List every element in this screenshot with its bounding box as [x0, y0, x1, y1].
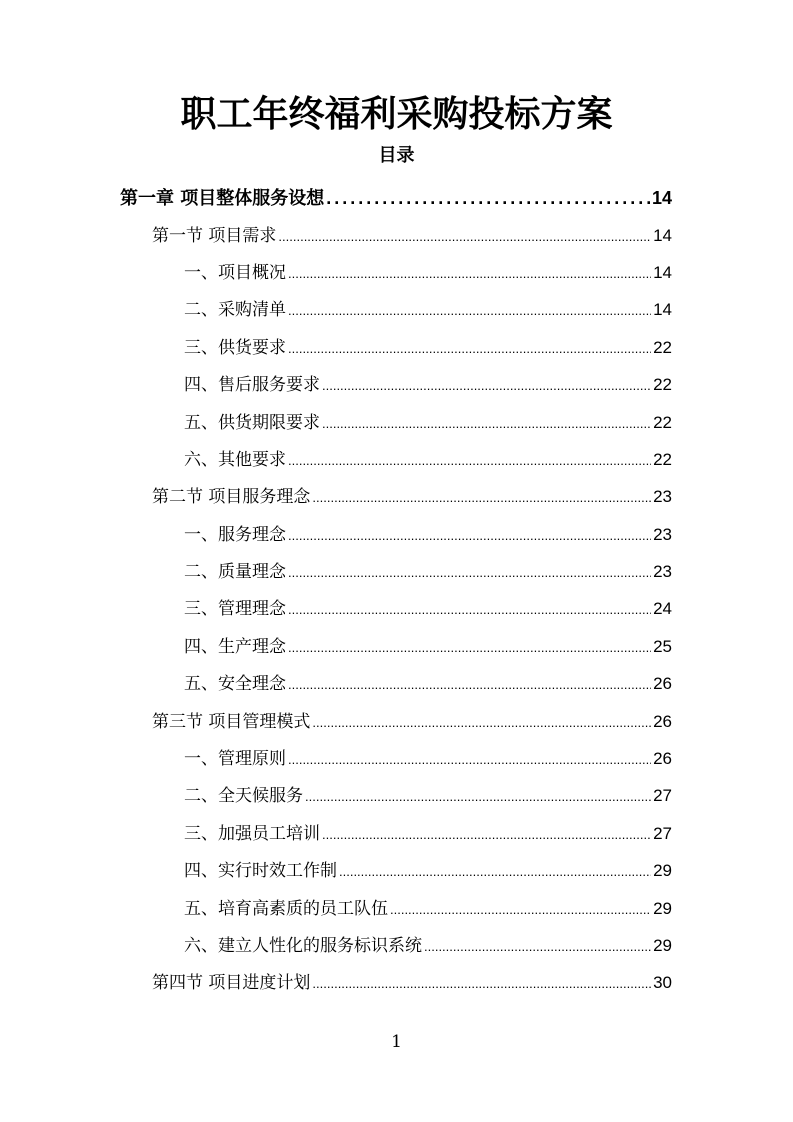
- toc-entry-page: 27: [653, 786, 672, 805]
- toc-entry-item[interactable]: [184, 520, 672, 550]
- toc-entry-label: 四、售后服务要求: [184, 375, 320, 395]
- toc-entry-section-2[interactable]: [152, 482, 672, 512]
- toc-entry-label: 第四节 项目进度计划: [152, 973, 311, 993]
- toc-entry-label: 一、项目概况: [184, 263, 286, 283]
- toc-dot-leader: [288, 521, 651, 551]
- toc-entry-label: 六、建立人性化的服务标识系统: [184, 936, 422, 956]
- toc-entry-item[interactable]: [184, 408, 672, 438]
- toc-dot-leader: [288, 558, 651, 588]
- toc-entry-page: 22: [653, 375, 672, 394]
- toc-dot-leader: [288, 446, 651, 476]
- toc-entry-label: 二、全天候服务: [184, 786, 303, 806]
- toc-entry-item[interactable]: [184, 557, 672, 587]
- toc-entry-page: 30: [653, 973, 672, 992]
- toc-entry-label: 第二节 项目服务理念: [152, 487, 311, 507]
- document-title: 职工年终福利采购投标方案: [180, 93, 613, 135]
- toc-entry-item[interactable]: [184, 258, 672, 288]
- toc-entry-item[interactable]: [184, 594, 672, 624]
- toc-entry-item[interactable]: [184, 333, 672, 363]
- toc-entry-label: 二、质量理念: [184, 562, 286, 582]
- toc-entry-page: 22: [653, 450, 672, 469]
- toc-dot-leader: [322, 820, 651, 850]
- toc-entry-label: 第一章 项目整体服务设想: [120, 188, 325, 209]
- toc-entry-page: 29: [653, 936, 672, 955]
- toc-entry-item[interactable]: [184, 894, 672, 924]
- toc-entry-page: 23: [653, 487, 672, 506]
- toc-dot-leader: [288, 259, 651, 289]
- toc-entry-section-1[interactable]: [152, 221, 672, 251]
- toc-entry-page: 29: [653, 899, 672, 918]
- toc-heading: 目录: [378, 145, 415, 166]
- page-number: 1: [391, 1032, 402, 1052]
- toc-entry-item[interactable]: [184, 819, 672, 849]
- toc-entry-label: 一、管理原则: [184, 749, 286, 769]
- toc-entry-page: 26: [653, 674, 672, 693]
- toc-dot-leader: [288, 595, 651, 625]
- toc-entry-page: 22: [653, 413, 672, 432]
- toc-entry-page: 27: [653, 824, 672, 843]
- toc-entry-item[interactable]: [184, 856, 672, 886]
- toc-dot-leader: [424, 932, 651, 962]
- toc-entry-item[interactable]: [184, 669, 672, 699]
- toc-entry-label: 第三节 项目管理模式: [152, 712, 311, 732]
- toc-entry-item[interactable]: [184, 445, 672, 475]
- toc-dot-leader: [288, 670, 651, 700]
- toc-dot-leader: [312, 708, 651, 738]
- toc-entry-label: 三、加强员工培训: [184, 824, 320, 844]
- toc-entry-page: 26: [653, 749, 672, 768]
- toc-dot-leader: [326, 183, 650, 213]
- toc-entry-label: 二、采购清单: [184, 300, 286, 320]
- toc-entry-page: 26: [653, 712, 672, 731]
- toc-entry-label: 五、安全理念: [184, 674, 286, 694]
- toc-entry-page: 29: [653, 861, 672, 880]
- toc-dot-leader: [390, 895, 651, 925]
- toc-entry-label: 五、培育高素质的员工队伍: [184, 899, 388, 919]
- toc-dot-leader: [322, 409, 651, 439]
- toc-entry-page: 14: [653, 263, 672, 282]
- toc-dot-leader: [312, 483, 651, 513]
- toc-dot-leader: [288, 633, 651, 663]
- toc-entry-label: 三、供货要求: [184, 338, 286, 358]
- toc-entry-item[interactable]: [184, 931, 672, 961]
- toc-dot-leader: [288, 296, 651, 326]
- toc-entry-label: 一、服务理念: [184, 525, 286, 545]
- toc-dot-leader: [305, 782, 651, 812]
- toc-entry-section-4[interactable]: [152, 968, 672, 998]
- toc-entry-page: 23: [653, 562, 672, 581]
- toc-entry-item[interactable]: [184, 632, 672, 662]
- toc-entry-section-3[interactable]: [152, 707, 672, 737]
- toc-entry-label: 第一节 项目需求: [152, 226, 277, 246]
- toc-entry-item[interactable]: [184, 295, 672, 325]
- toc-entry-label: 四、生产理念: [184, 637, 286, 657]
- toc-dot-leader: [278, 222, 651, 252]
- toc-entry-page: 24: [653, 599, 672, 618]
- toc-entry-page: 14: [651, 188, 672, 208]
- toc-entry-item[interactable]: [184, 781, 672, 811]
- toc-dot-leader: [322, 371, 651, 401]
- toc-entry-label: 四、实行时效工作制: [184, 861, 337, 881]
- toc-entry-item[interactable]: [184, 744, 672, 774]
- toc-entry-label: 六、其他要求: [184, 450, 286, 470]
- toc-entry-page: 14: [653, 300, 672, 319]
- toc-entry-chapter-1[interactable]: [120, 183, 672, 213]
- toc-dot-leader: [288, 334, 651, 364]
- toc-entry-page: 23: [653, 525, 672, 544]
- toc-entry-label: 五、供货期限要求: [184, 413, 320, 433]
- toc-entry-page: 14: [653, 226, 672, 245]
- toc-entry-page: 22: [653, 338, 672, 357]
- toc-entry-page: 25: [653, 637, 672, 656]
- toc-entry-label: 三、管理理念: [184, 599, 286, 619]
- toc-dot-leader: [312, 969, 651, 999]
- toc-dot-leader: [339, 857, 651, 887]
- toc-dot-leader: [288, 745, 651, 775]
- toc-entry-item[interactable]: [184, 370, 672, 400]
